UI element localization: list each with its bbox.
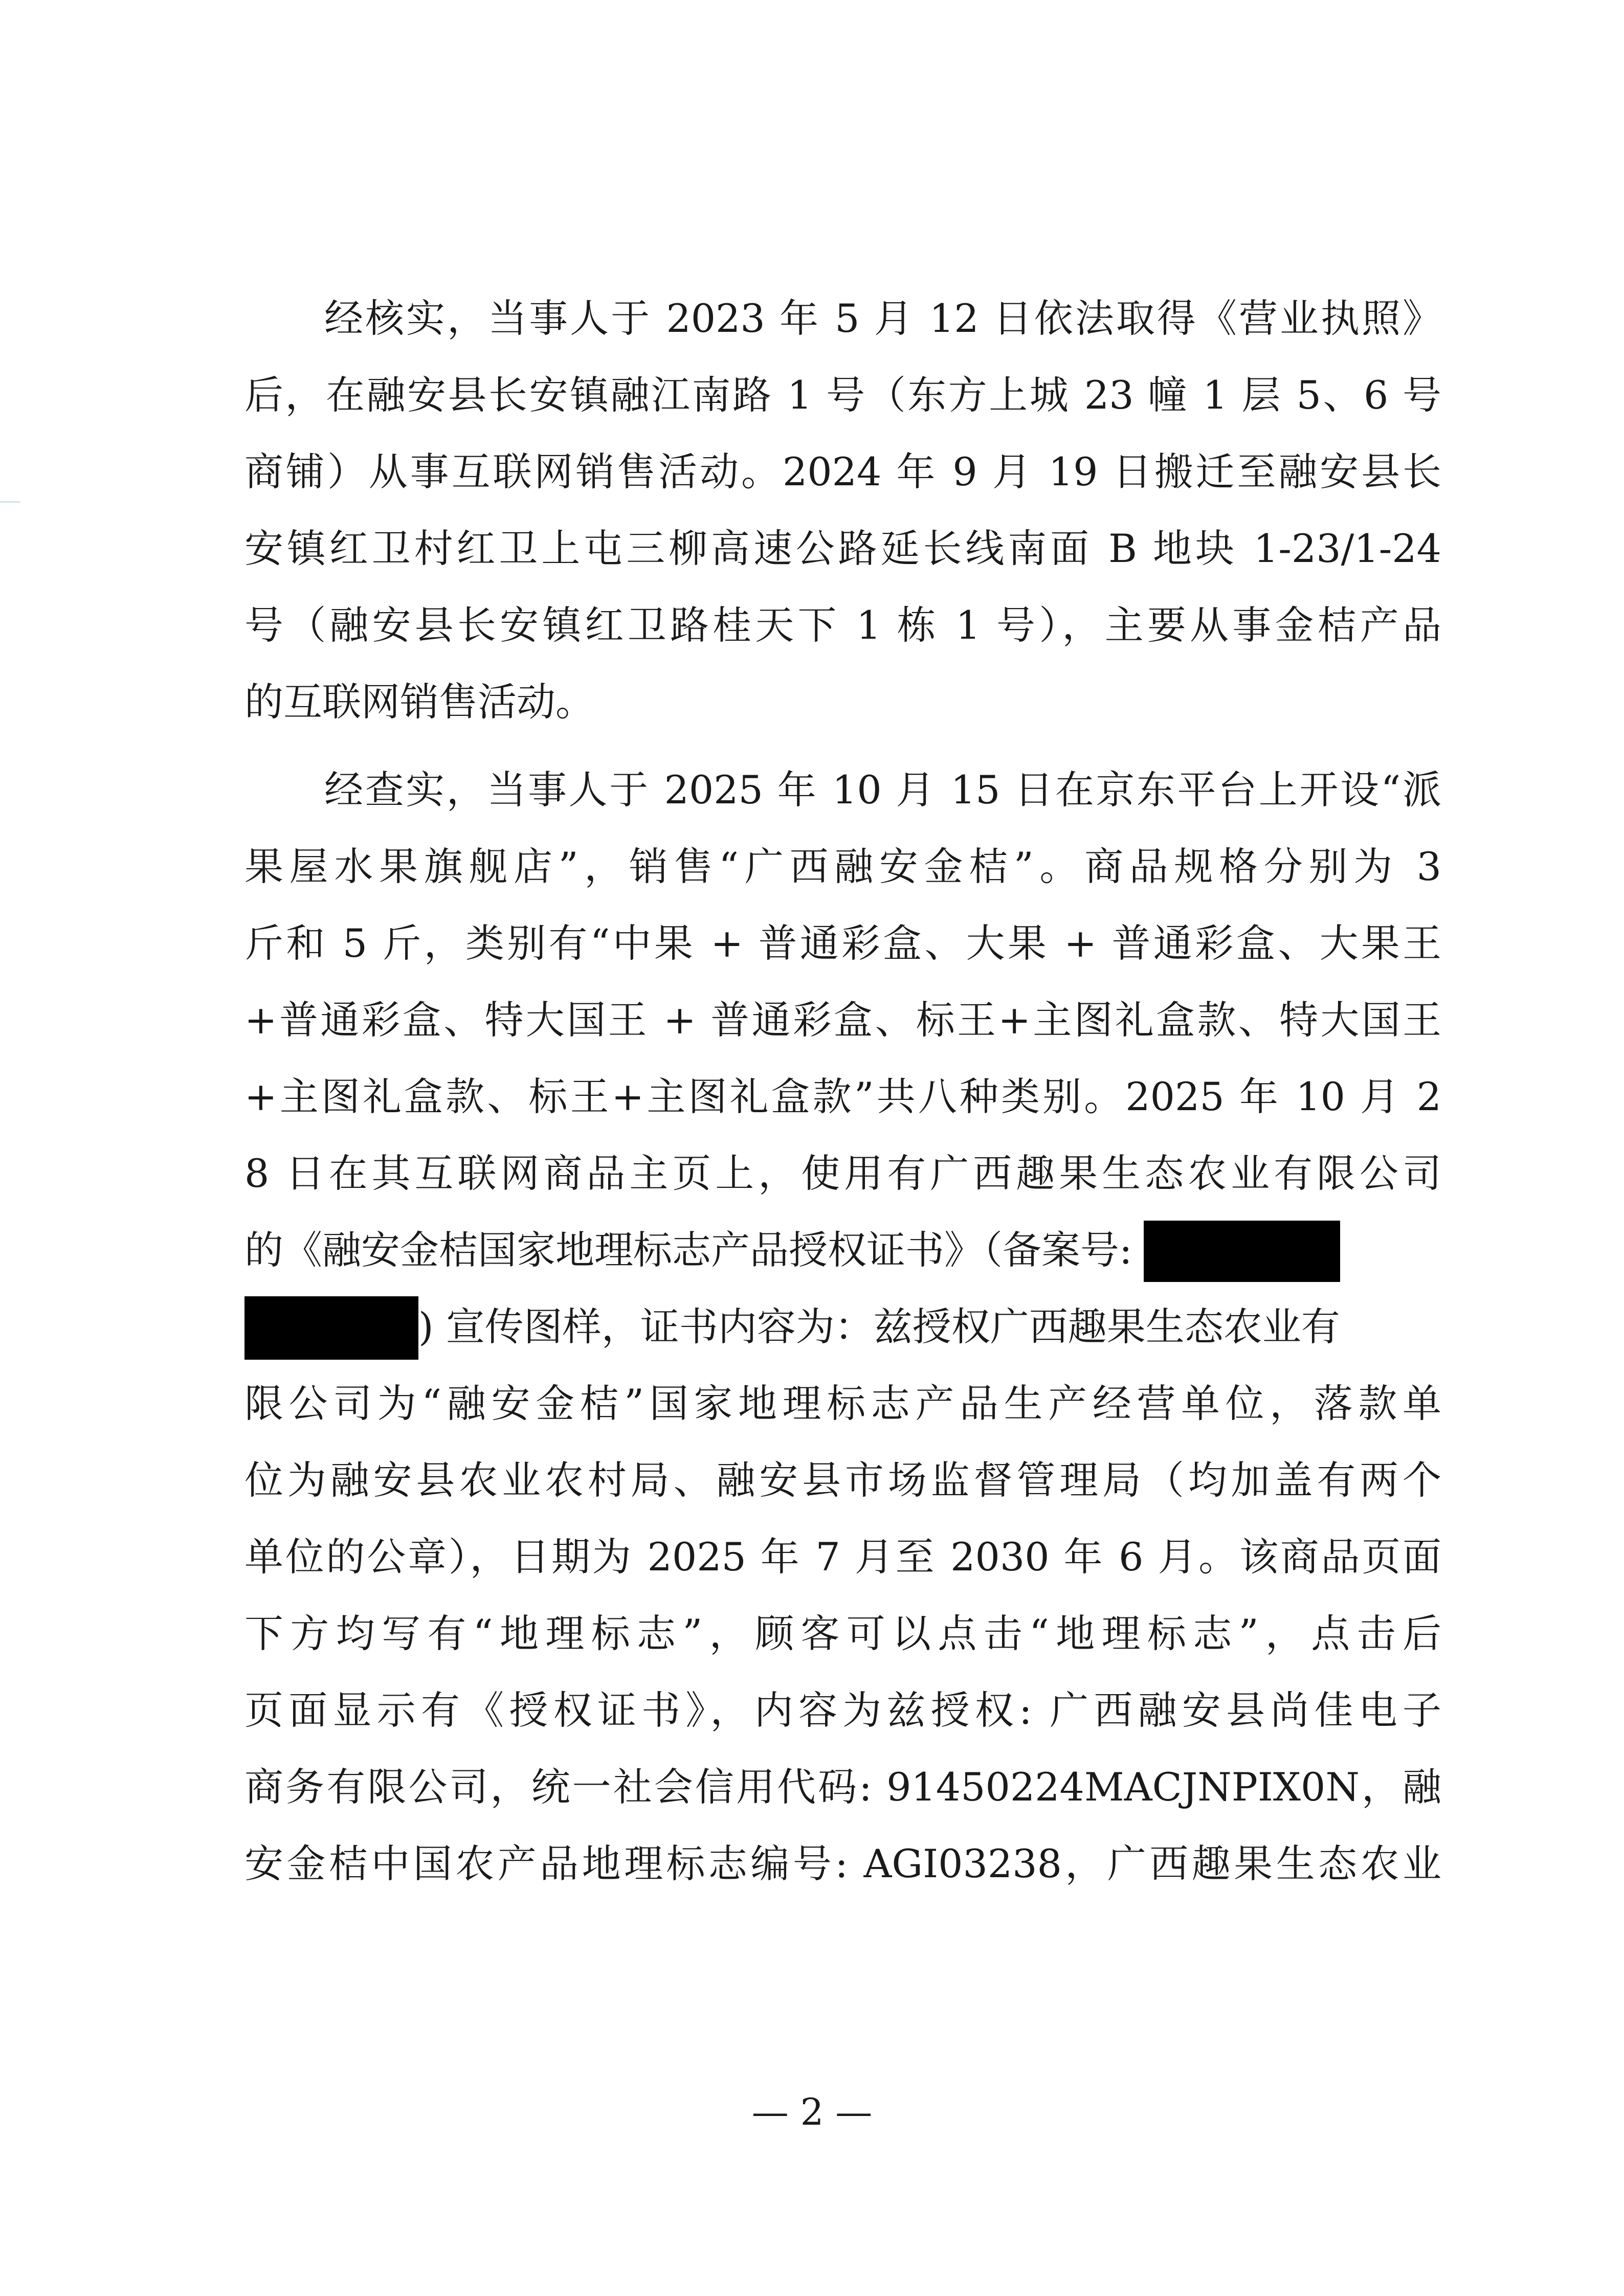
paragraph-2-line-7 [244, 1212, 1624, 1289]
redacted-record-number-part-1 [1144, 1221, 1340, 1282]
paragraph-2-line-14: 商务有限公司，统一社会信用代码: 91450224MACJNPIX0N，融 [244, 1764, 1441, 1810]
paragraph-1-line-4: 安镇红卫村红卫上屯三柳高速公路延长线南面 B 地块 1-23/1-24 [244, 526, 1441, 571]
paragraph-2-line-6: 8 日在其互联网商品主页上，使用有广西趣果生态农业有限公司 [244, 1151, 1441, 1196]
paragraph-2-line-8 [244, 1289, 1441, 1365]
paragraph-2-line-12: 下方均写有“地理标志”，顾客可以点击“地理标志”，点击后 [244, 1611, 1441, 1656]
paragraph-1-line-6: 的互联网销售活动。 [244, 679, 594, 725]
paragraph-1-line-3: 商铺）从事互联网销售活动。2024 年 9 月 19 日搬迁至融安县长 [244, 449, 1441, 494]
paragraph-2-line-2: 果屋水果旗舰店”，销售“广西融安金桔”。商品规格分别为 3 [244, 844, 1441, 889]
redacted-record-number-part-2 [244, 1296, 418, 1360]
paragraph-1-line-5: 号（融安县长安镇红卫路桂天下 1 栋 1 号），主要从事金桔产品 [244, 602, 1441, 648]
paragraph-2-line-9: 限公司为“融安金桔”国家地理标志产品生产经营单位，落款单 [244, 1381, 1441, 1426]
paragraph-1-line-1: 经核实，当事人于 2023 年 5 月 12 日依法取得《营业执照》 [324, 296, 1441, 341]
paragraph-2-line-1: 经查实，当事人于 2025 年 10 月 15 日在京东平台上开设“派 [324, 767, 1441, 813]
paragraph-2-line-11: 单位的公章），日期为 2025 年 7 月至 2030 年 6 月。该商品页面 [244, 1534, 1441, 1580]
paragraph-2-line-7-text: 的《融安金桔国家地理标志产品授权证书》（备案号: [244, 1227, 1132, 1273]
paragraph-2-line-5: +主图礼盒款、标王+主图礼盒款”共八种类别。2025 年 10 月 2 [244, 1074, 1441, 1119]
page-number: — 2 — [751, 2090, 873, 2133]
paragraph-2-line-13: 页面显示有《授权证书》，内容为兹授权: 广西融安县尚佳电子 [244, 1687, 1441, 1733]
paragraph-2-line-10: 位为融安县农业农村局、融安县市场监督管理局（均加盖有两个 [244, 1457, 1441, 1503]
paragraph-2-line-4: +普通彩盒、特大国王 + 普通彩盒、标王+主图礼盒款、特大国王 [244, 997, 1441, 1043]
paragraph-2-line-3: 斤和 5 斤，类别有“中果 + 普通彩盒、大果 + 普通彩盒、大果王 [244, 920, 1441, 966]
paragraph-2-line-15: 安金桔中国农产品地理标志编号: AGI03238，广西趣果生态农业 [244, 1841, 1441, 1886]
paragraph-1-line-2: 后，在融安县长安镇融江南路 1 号（东方上城 23 幢 1 层 5、6 号 [244, 372, 1441, 418]
paragraph-2-line-8-text: ) 宣传图样，证书内容为：兹授权广西趣果生态农业有 [418, 1304, 1340, 1349]
margin-mark [0, 501, 20, 503]
